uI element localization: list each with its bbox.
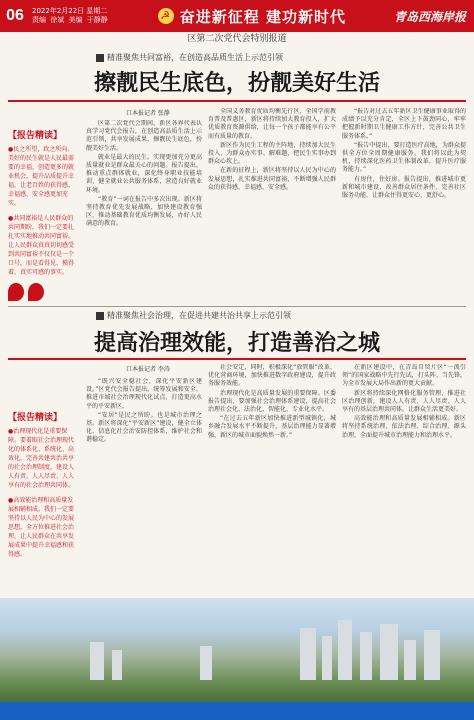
kicker-square-icon [96,54,104,62]
slogan-text: 奋进新征程 建功新时代 [179,7,346,26]
paragraph: “报告中提出，要打造医疗高地，为群众提供全方位全周期健康服务。我们将以此为契机，持续深化医药卫生体制改革，提升医疗服务能力。” [342,141,466,174]
date-line: 2022年2月22日 星期二 [32,7,108,15]
paragraph: 全国义务教育优质均衡先行区，全国学前教育普及普惠区，新区将持续加大教育投入，扩大优质教育资源供给，让每一个孩子都能享有公平而有质量的教育。 [208,108,336,140]
paragraph: “教育”一词在报告中多次出现。新区将坚持教育优先发展战略，加快建设教育强区，推动基础教育优质均衡发展，办好人民满意的教育。 [86,195,202,228]
paragraph: 在新区建设中，在青岛自贸片区“一流引领”的国家战略中先行先试，打头阵、当先锋，为全市发展大局作出新的更大贡献。 [342,364,466,388]
section-title: 区第二次党代会特别报道 [187,34,287,44]
story1-kicker [96,52,283,63]
story1-sidebar-item: ●民之所望，政之所向。美好的民生就是人民最需要的幸福，创造更多的就业机会，提升品质提升幸福，让老百姓的获得感、幸福感、安全感更加充实。 [8,146,75,207]
paragraph: 在新的征程上，新区将坚持以人民为中心的发展思想，扎实推进共同富裕，不断增强人民群众的获得感、幸福感、安全感。 [208,167,336,191]
designer-label: 美编 [68,16,83,24]
paragraph: 区第二次党代会期间，新区各界代表认真学习党代会报告，在创造高品质生活上示范引领，共享发展成果，擦靓民生底色，扮靓美好生活。 [86,120,202,152]
paragraph: “安居”是民之所盼。也是城市治理之基。新区将深化“平安新区”建设，健全立体化、信息化社会治安防控体系，维护社会和谐稳定。 [86,411,202,444]
party-emblem-icon: ☭ [158,8,174,24]
editor-name: 徐斌 [50,16,65,24]
story1-kicker-text: 精准聚焦共同富裕，在创造高品质生活上示范引领 [107,53,283,62]
story2-kicker [96,310,291,321]
paragraph: “报告对过去五年新区卫生健康事业取得的成绩予以充分肯定，全区上下鼓劲同心，牢牢把握新时期卫生健康工作方针，完善公共卫生服务体系。” [342,108,466,140]
story2-sidebar [8,410,78,565]
story2-headline: 提高治理效能，打造善治之城 [93,331,380,356]
slogan [110,6,394,27]
story1-sidebar [8,128,78,301]
date-block [32,7,110,25]
masthead [0,0,474,32]
story2-sidebar-item: ●高效能治理和高质量发展相辅相成。我们一定要坚持以人民为中心的发展思想，全方位推进社会治理，让人民群众在共享发展成果中提升幸福感和获得感。 [8,497,75,558]
paragraph: 新区将持续深化网格化服务管理，推进社区治理创新，建设人人有责、人人尽责、人人享有的基层治理共同体，让群众生活更美好。 [342,389,466,414]
story2-byline: 口本报记者 李涛 [126,366,170,373]
designer-name: 于静静 [86,16,108,24]
story2-column [342,364,466,592]
paragraph: 高效能治理和高质量发展相辅相成。新区将坚持系统治理、依法治理、综合治理、源头治理，全面提升城市治理能力和治理水平。 [342,415,466,439]
editor-label: 责编 [32,16,46,24]
story1-headline: 擦靓民生底色，扮靓美好生活 [93,71,380,96]
paragraph: “既兴安全稳社会，深化平安新区建设。”区党代会报告提出，统筹发展和安全，推进市域社会治理现代化试点，打造更高水平的平安新区。 [86,378,202,410]
story2-column [208,364,336,592]
story1-sidebar-item: ●共同富裕是人民群众的共同期盼。我们一定要扎扎实实地推动共同富裕，让人民群众真真切切感受到共同富裕不仅仅是一个口号，而是看得见、摸得着、真实可感的事实。 [8,215,75,276]
story1-column [342,108,466,300]
story1-byline: 口本报记者 张静 [126,110,170,117]
paper-name-logo: 青岛西海岸报 [393,9,466,24]
city-skyline-photo [0,598,474,702]
paragraph: 治理现代化是高质量发展的重要保障。区委报告提出，要加强社会治理体系建设，提高社会治理社会化、法治化、智能化、专业化水平。 [208,389,336,414]
story2-kicker-text: 精准聚焦社会治理，在促进共建共治共享上示范引领 [107,311,291,320]
paragraph: “在过去五年新区加快推进新型城镇化，城乡融合发展水平不断提升，基层治理能力显著增强，新区的城市面貌焕然一新。” [208,415,336,439]
paragraph: 就业是最大的民生。实现更加充分更高质量就业是群众最关心的问题。报告提出，推动重点群体就业，深化终身职业技能培训，健全就业公共服务体系，营造良好就业环境。 [86,153,202,194]
story2-divider [8,358,466,360]
kicker-square-icon [96,312,104,320]
story1-sidebar-title: 【报告精读】 [8,131,63,141]
story2-sidebar-item: ●治理现代化是重要保障。要着眼社会治理现代化的体系化、系统化、高效化，完善共建共治共享的社会治理制度，建设人人有责、人人尽责、人人享有的社会治理共同体。 [8,428,75,489]
editors-line [32,16,110,25]
story1-divider [8,100,466,102]
page-number: 06 [6,7,24,24]
story2-column [86,378,202,592]
story1-column [86,120,202,300]
paragraph: 有房住，住好房。报告提出，推进城市更新和城市建设，改善群众居住条件，完善社区服务功能，让群众住得更安心、更舒心。 [342,175,466,200]
footer-bar [0,702,474,720]
quote-mark-icon [8,283,78,301]
story2-sidebar-title: 【报告精读】 [8,413,63,423]
story1-column [208,108,336,300]
story-separator [8,306,466,307]
paragraph: 社会安定，同时，积极深化“放管服”改革，优化营商环境，加快推进数字政府建设，提升政务服务效能。 [208,364,336,388]
paragraph: 新区作为民生工程的主阵地，持续加大民生投入，为群众办实事、解难题，把民生实事办到群众心坎上。 [208,141,336,166]
